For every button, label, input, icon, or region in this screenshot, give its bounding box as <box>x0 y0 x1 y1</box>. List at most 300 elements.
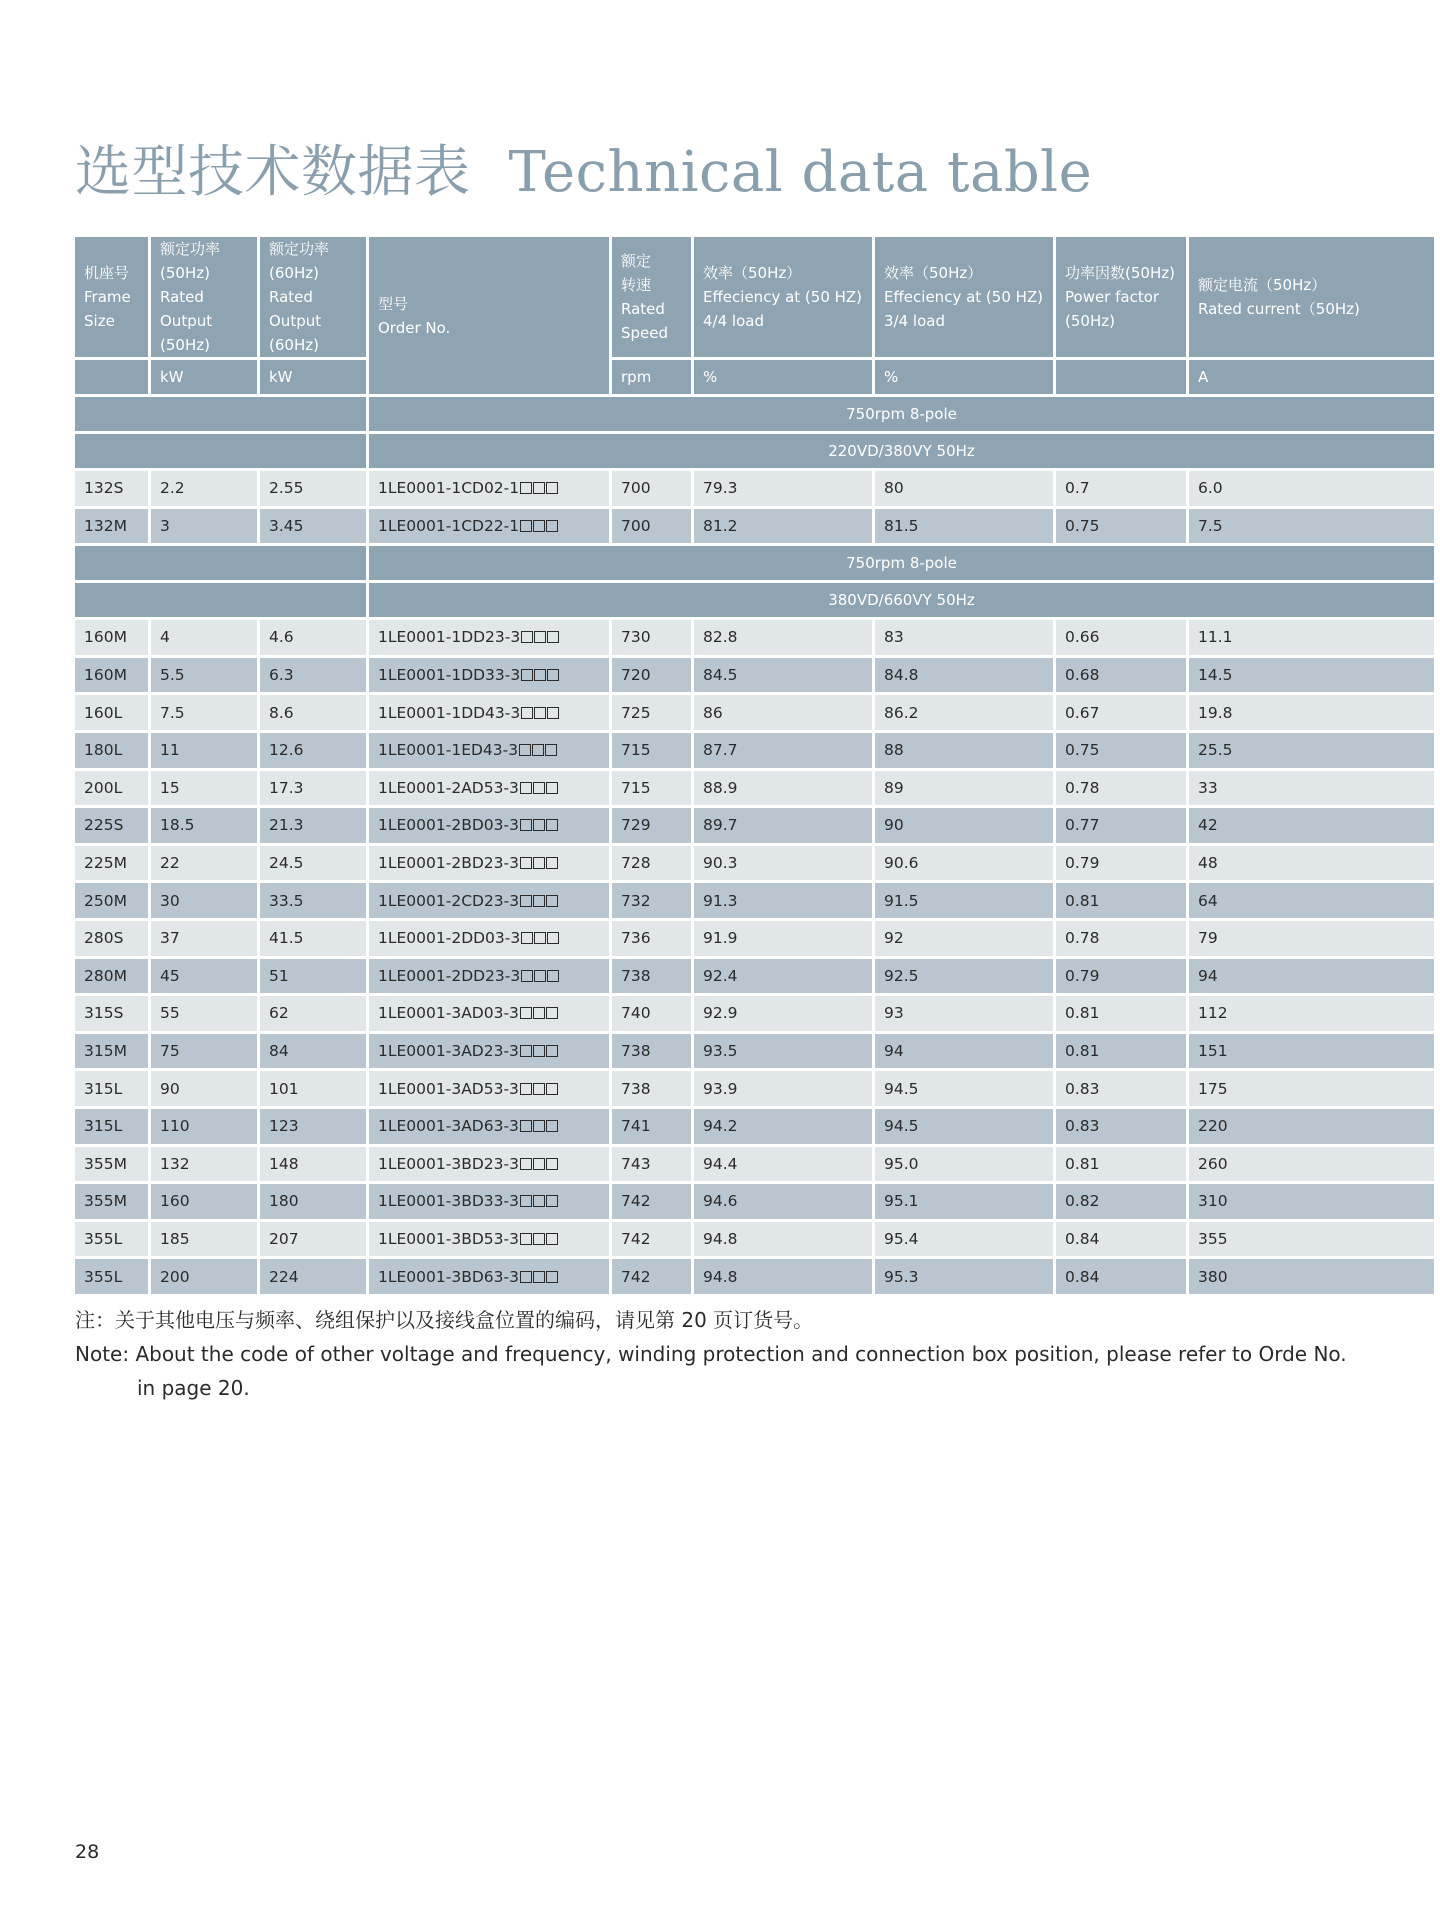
section-voltage-row <box>75 583 1434 617</box>
section-voltage-label: 380VD/660VY 50Hz <box>369 583 1434 617</box>
placeholder-box-icon <box>519 744 531 756</box>
table-row <box>75 1109 1434 1144</box>
cell-rated-speed: 715 <box>612 733 691 768</box>
cell-efficiency-3-4: 95.3 <box>875 1259 1053 1294</box>
placeholder-box-icon <box>520 520 532 532</box>
cell-rated-speed: 742 <box>612 1184 691 1219</box>
footnote-en-line2: in page 20. <box>137 1376 250 1400</box>
cell-power-factor: 0.81 <box>1056 996 1186 1031</box>
section-blank-cell <box>75 583 366 617</box>
cell-order-no <box>369 658 609 693</box>
order-no-text: 1LE0001-3BD33-3 <box>378 1192 519 1211</box>
header-line: (50Hz) <box>1065 312 1115 330</box>
cell-power-factor: 0.68 <box>1056 658 1186 693</box>
cell-efficiency-4-4: 81.2 <box>694 509 872 544</box>
unit-rated-output-50hz: kW <box>151 360 257 394</box>
placeholder-box-icon <box>520 782 532 794</box>
cell-rated-output-50hz: 110 <box>151 1109 257 1144</box>
cell-efficiency-3-4: 93 <box>875 996 1053 1031</box>
placeholder-box-icon <box>546 520 558 532</box>
cell-rated-output-60hz: 180 <box>260 1184 366 1219</box>
order-no-text: 1LE0001-1DD33-3 <box>378 666 521 685</box>
header-line: Rated Output <box>160 288 213 330</box>
order-no-text: 1LE0001-1ED43-3 <box>378 741 519 760</box>
header-order-no <box>369 237 609 394</box>
cell-efficiency-4-4: 92.4 <box>694 959 872 994</box>
placeholder-box-icon <box>532 744 544 756</box>
section-blank-cell <box>75 546 366 580</box>
header-line: Rated <box>621 300 665 318</box>
cell-efficiency-3-4: 92.5 <box>875 959 1053 994</box>
unit-rated-speed: rpm <box>612 360 691 394</box>
header-line: (50Hz) <box>160 264 210 282</box>
cell-frame-size: 160L <box>75 695 148 730</box>
cell-frame-size: 315L <box>75 1109 148 1144</box>
order-no-text: 1LE0001-1CD22-1 <box>378 516 520 535</box>
cell-efficiency-4-4: 90.3 <box>694 846 872 881</box>
cell-frame-size: 280M <box>75 959 148 994</box>
table-row <box>75 620 1434 655</box>
cell-power-factor: 0.66 <box>1056 620 1186 655</box>
cell-frame-size: 225M <box>75 846 148 881</box>
cell-frame-size: 225S <box>75 808 148 843</box>
cell-order-no <box>369 1034 609 1069</box>
cell-power-factor: 0.84 <box>1056 1222 1186 1257</box>
placeholder-box-icon <box>533 1195 545 1207</box>
placeholder-box-icon <box>534 707 546 719</box>
cell-rated-speed: 742 <box>612 1222 691 1257</box>
unit-rated-output-60hz: kW <box>260 360 366 394</box>
cell-order-no <box>369 921 609 956</box>
placeholder-box-icon <box>534 970 546 982</box>
cell-order-no <box>369 883 609 918</box>
cell-rated-current: 112 <box>1189 996 1434 1031</box>
cell-order-no <box>369 1071 609 1106</box>
cell-frame-size: 200L <box>75 771 148 806</box>
placeholder-box-icon <box>547 631 559 643</box>
placeholder-box-icon <box>546 482 558 494</box>
table-row <box>75 509 1434 544</box>
header-rated-speed <box>612 237 691 357</box>
cell-rated-output-50hz: 90 <box>151 1071 257 1106</box>
footnote <box>75 1303 1347 1405</box>
cell-rated-current: 355 <box>1189 1222 1434 1257</box>
cell-efficiency-3-4: 94.5 <box>875 1109 1053 1144</box>
order-no-text: 1LE0001-2CD23-3 <box>378 891 520 910</box>
placeholder-box-icon <box>533 1083 545 1095</box>
order-no-text: 1LE0001-2AD53-3 <box>378 778 519 797</box>
cell-frame-size: 315L <box>75 1071 148 1106</box>
cell-frame-size: 132S <box>75 471 148 506</box>
cell-rated-output-50hz: 37 <box>151 921 257 956</box>
cell-efficiency-4-4: 93.9 <box>694 1071 872 1106</box>
header-line: Effeciency at (50 HZ) <box>884 288 1044 306</box>
placeholder-box-icon <box>546 1233 558 1245</box>
header-line: 额定 <box>621 252 652 270</box>
placeholder-box-icon <box>534 669 546 681</box>
cell-power-factor: 0.78 <box>1056 921 1186 956</box>
cell-rated-output-50hz: 200 <box>151 1259 257 1294</box>
table-row <box>75 1259 1434 1294</box>
section-blank-cell <box>75 397 366 431</box>
order-no-text: 1LE0001-3BD63-3 <box>378 1267 519 1286</box>
cell-rated-speed: 730 <box>612 620 691 655</box>
order-no-text: 1LE0001-2DD03-3 <box>378 929 521 948</box>
header-line: Rated Output <box>269 288 322 330</box>
cell-rated-output-60hz: 123 <box>260 1109 366 1144</box>
page-number: 28 <box>75 1841 100 1863</box>
section-speed-label: 750rpm 8-pole <box>369 546 1434 580</box>
cell-power-factor: 0.79 <box>1056 846 1186 881</box>
header-rated-output-50hz <box>151 237 257 357</box>
cell-rated-current: 19.8 <box>1189 695 1434 730</box>
cell-rated-speed: 738 <box>612 1034 691 1069</box>
cell-rated-output-60hz: 148 <box>260 1147 366 1182</box>
cell-rated-output-60hz: 62 <box>260 996 366 1031</box>
placeholder-box-icon <box>520 895 532 907</box>
cell-frame-size: 315M <box>75 1034 148 1069</box>
cell-rated-current: 175 <box>1189 1071 1434 1106</box>
table-row <box>75 658 1434 693</box>
order-no-text: 1LE0001-2BD23-3 <box>378 854 519 873</box>
cell-rated-current: 7.5 <box>1189 509 1434 544</box>
table-row <box>75 695 1434 730</box>
cell-order-no <box>369 846 609 881</box>
placeholder-box-icon <box>520 1083 532 1095</box>
cell-rated-speed: 729 <box>612 808 691 843</box>
cell-efficiency-4-4: 89.7 <box>694 808 872 843</box>
cell-frame-size: 160M <box>75 658 148 693</box>
cell-power-factor: 0.83 <box>1056 1109 1186 1144</box>
unit-efficiency-3-4: % <box>875 360 1053 394</box>
cell-frame-size: 132M <box>75 509 148 544</box>
order-no-text: 1LE0001-3AD53-3 <box>378 1079 519 1098</box>
header-line: Size <box>84 312 115 330</box>
cell-rated-output-60hz: 207 <box>260 1222 366 1257</box>
cell-rated-output-50hz: 5.5 <box>151 658 257 693</box>
cell-rated-speed: 743 <box>612 1147 691 1182</box>
header-line: (60Hz) <box>269 264 319 282</box>
cell-order-no <box>369 509 609 544</box>
cell-rated-output-60hz: 8.6 <box>260 695 366 730</box>
table-row <box>75 846 1434 881</box>
cell-efficiency-3-4: 91.5 <box>875 883 1053 918</box>
section-voltage-label: 220VD/380VY 50Hz <box>369 434 1434 468</box>
cell-order-no <box>369 471 609 506</box>
cell-power-factor: 0.75 <box>1056 509 1186 544</box>
cell-rated-output-50hz: 185 <box>151 1222 257 1257</box>
cell-efficiency-4-4: 84.5 <box>694 658 872 693</box>
unit-efficiency-4-4: % <box>694 360 872 394</box>
cell-efficiency-3-4: 90 <box>875 808 1053 843</box>
cell-frame-size: 280S <box>75 921 148 956</box>
order-no-text: 1LE0001-3AD03-3 <box>378 1004 519 1023</box>
placeholder-box-icon <box>533 1045 545 1057</box>
table-row <box>75 996 1434 1031</box>
cell-frame-size: 180L <box>75 733 148 768</box>
cell-rated-output-50hz: 45 <box>151 959 257 994</box>
header-line: 转速 <box>621 276 652 294</box>
technical-data-table <box>72 234 1437 1297</box>
page-title-en: Technical data table <box>508 140 1093 205</box>
header-rated-output-60hz <box>260 237 366 357</box>
section-blank-cell <box>75 434 366 468</box>
header-power-factor <box>1056 237 1186 357</box>
placeholder-box-icon <box>547 707 559 719</box>
cell-efficiency-4-4: 94.8 <box>694 1259 872 1294</box>
placeholder-box-icon <box>521 631 533 643</box>
header-frame-size <box>75 237 148 357</box>
placeholder-box-icon <box>546 1120 558 1132</box>
cell-order-no <box>369 695 609 730</box>
cell-efficiency-3-4: 95.0 <box>875 1147 1053 1182</box>
page-title <box>75 128 1092 208</box>
cell-rated-speed: 736 <box>612 921 691 956</box>
cell-efficiency-3-4: 89 <box>875 771 1053 806</box>
cell-rated-output-50hz: 132 <box>151 1147 257 1182</box>
cell-rated-output-60hz: 4.6 <box>260 620 366 655</box>
cell-efficiency-4-4: 79.3 <box>694 471 872 506</box>
cell-frame-size: 355M <box>75 1147 148 1182</box>
placeholder-box-icon <box>533 895 545 907</box>
header-line: Power factor <box>1065 288 1160 306</box>
section-speed-row <box>75 397 1434 431</box>
cell-rated-speed: 738 <box>612 1071 691 1106</box>
order-no-text: 1LE0001-3BD53-3 <box>378 1229 519 1248</box>
placeholder-box-icon <box>520 1007 532 1019</box>
header-line: Speed <box>621 324 669 342</box>
cell-rated-speed: 725 <box>612 695 691 730</box>
cell-efficiency-4-4: 94.2 <box>694 1109 872 1144</box>
section-speed-label: 750rpm 8-pole <box>369 397 1434 431</box>
cell-power-factor: 0.83 <box>1056 1071 1186 1106</box>
cell-rated-current: 94 <box>1189 959 1434 994</box>
cell-order-no <box>369 1222 609 1257</box>
placeholder-box-icon <box>546 1007 558 1019</box>
table-row <box>75 733 1434 768</box>
cell-rated-output-50hz: 75 <box>151 1034 257 1069</box>
cell-power-factor: 0.75 <box>1056 733 1186 768</box>
cell-power-factor: 0.84 <box>1056 1259 1186 1294</box>
cell-efficiency-3-4: 86.2 <box>875 695 1053 730</box>
cell-rated-output-50hz: 4 <box>151 620 257 655</box>
header-line: Order No. <box>378 318 451 337</box>
placeholder-box-icon <box>547 970 559 982</box>
placeholder-box-icon <box>534 932 546 944</box>
placeholder-box-icon <box>521 932 533 944</box>
cell-rated-speed: 728 <box>612 846 691 881</box>
cell-rated-output-60hz: 17.3 <box>260 771 366 806</box>
cell-power-factor: 0.79 <box>1056 959 1186 994</box>
placeholder-box-icon <box>520 1120 532 1132</box>
cell-rated-output-50hz: 30 <box>151 883 257 918</box>
placeholder-box-icon <box>533 819 545 831</box>
placeholder-box-icon <box>533 782 545 794</box>
cell-rated-speed: 742 <box>612 1259 691 1294</box>
cell-rated-output-60hz: 12.6 <box>260 733 366 768</box>
cell-order-no <box>369 733 609 768</box>
placeholder-box-icon <box>520 1233 532 1245</box>
cell-efficiency-3-4: 95.1 <box>875 1184 1053 1219</box>
cell-power-factor: 0.82 <box>1056 1184 1186 1219</box>
cell-efficiency-3-4: 92 <box>875 921 1053 956</box>
header-line: 额定功率 <box>160 240 221 258</box>
table-row <box>75 1222 1434 1257</box>
table-row <box>75 471 1434 506</box>
table-row <box>75 1071 1434 1106</box>
placeholder-box-icon <box>547 932 559 944</box>
cell-power-factor: 0.77 <box>1056 808 1186 843</box>
placeholder-box-icon <box>533 857 545 869</box>
table-row <box>75 959 1434 994</box>
cell-efficiency-4-4: 91.9 <box>694 921 872 956</box>
header-line: Rated current（50Hz) <box>1198 300 1360 318</box>
order-no-text: 1LE0001-1CD02-1 <box>378 479 520 498</box>
cell-power-factor: 0.81 <box>1056 1034 1186 1069</box>
cell-rated-output-50hz: 18.5 <box>151 808 257 843</box>
table-row <box>75 1034 1434 1069</box>
cell-power-factor: 0.78 <box>1056 771 1186 806</box>
cell-rated-speed: 732 <box>612 883 691 918</box>
cell-order-no <box>369 620 609 655</box>
placeholder-box-icon <box>520 1158 532 1170</box>
placeholder-box-icon <box>533 1007 545 1019</box>
header-line: 3/4 load <box>884 312 945 330</box>
placeholder-box-icon <box>520 1195 532 1207</box>
placeholder-box-icon <box>533 482 545 494</box>
cell-rated-output-60hz: 2.55 <box>260 471 366 506</box>
placeholder-box-icon <box>534 631 546 643</box>
table-row <box>75 883 1434 918</box>
section-speed-row <box>75 546 1434 580</box>
placeholder-box-icon <box>520 857 532 869</box>
placeholder-box-icon <box>520 819 532 831</box>
table-body <box>75 397 1434 1294</box>
placeholder-box-icon <box>546 857 558 869</box>
placeholder-box-icon <box>546 1083 558 1095</box>
placeholder-box-icon <box>521 707 533 719</box>
cell-power-factor: 0.67 <box>1056 695 1186 730</box>
cell-rated-output-60hz: 51 <box>260 959 366 994</box>
cell-frame-size: 250M <box>75 883 148 918</box>
cell-rated-output-60hz: 101 <box>260 1071 366 1106</box>
placeholder-box-icon <box>546 1195 558 1207</box>
cell-rated-output-60hz: 41.5 <box>260 921 366 956</box>
cell-rated-current: 380 <box>1189 1259 1434 1294</box>
placeholder-box-icon <box>533 1271 545 1283</box>
cell-frame-size: 355L <box>75 1259 148 1294</box>
order-no-text: 1LE0001-1DD43-3 <box>378 703 521 722</box>
placeholder-box-icon <box>533 1158 545 1170</box>
cell-power-factor: 0.81 <box>1056 883 1186 918</box>
footnote-en-line1: Note: About the code of other voltage and frequency, winding protection and connection box position, please refer to Orde No. <box>75 1342 1347 1366</box>
placeholder-box-icon <box>533 1233 545 1245</box>
cell-rated-speed: 741 <box>612 1109 691 1144</box>
cell-rated-current: 260 <box>1189 1147 1434 1182</box>
unit-rated-current: A <box>1189 360 1434 394</box>
header-line: (60Hz) <box>269 336 319 354</box>
header-line: 效率（50Hz） <box>884 264 983 282</box>
cell-order-no <box>369 1109 609 1144</box>
cell-rated-output-50hz: 22 <box>151 846 257 881</box>
header-line: 效率（50Hz） <box>703 264 802 282</box>
cell-rated-output-50hz: 2.2 <box>151 471 257 506</box>
table-row <box>75 921 1434 956</box>
cell-rated-current: 151 <box>1189 1034 1434 1069</box>
cell-efficiency-4-4: 82.8 <box>694 620 872 655</box>
cell-efficiency-4-4: 87.7 <box>694 733 872 768</box>
placeholder-box-icon <box>520 1045 532 1057</box>
cell-order-no <box>369 959 609 994</box>
header-line: 机座号 <box>84 264 130 282</box>
cell-rated-output-60hz: 33.5 <box>260 883 366 918</box>
cell-order-no <box>369 1259 609 1294</box>
footnote-cn: 注：关于其他电压与频率、绕组保护以及接线盒位置的编码，请见第 20 页订货号。 <box>75 1308 814 1332</box>
cell-rated-current: 11.1 <box>1189 620 1434 655</box>
placeholder-box-icon <box>521 970 533 982</box>
order-no-text: 1LE0001-3BD23-3 <box>378 1154 519 1173</box>
header-line: 型号 <box>378 294 409 313</box>
cell-efficiency-3-4: 94 <box>875 1034 1053 1069</box>
cell-rated-speed: 715 <box>612 771 691 806</box>
page-title-cn: 选型技术数据表 <box>75 140 471 205</box>
cell-rated-current: 79 <box>1189 921 1434 956</box>
cell-efficiency-4-4: 93.5 <box>694 1034 872 1069</box>
order-no-text: 1LE0001-3AD63-3 <box>378 1117 519 1136</box>
cell-rated-speed: 700 <box>612 471 691 506</box>
placeholder-box-icon <box>520 1271 532 1283</box>
cell-rated-current: 14.5 <box>1189 658 1434 693</box>
order-no-text: 1LE0001-1DD23-3 <box>378 628 521 647</box>
order-no-text: 1LE0001-2BD03-3 <box>378 816 519 835</box>
cell-rated-output-50hz: 7.5 <box>151 695 257 730</box>
cell-rated-current: 6.0 <box>1189 471 1434 506</box>
cell-rated-speed: 700 <box>612 509 691 544</box>
header-line: 功率因数(50Hz) <box>1065 264 1175 282</box>
placeholder-box-icon <box>547 669 559 681</box>
cell-efficiency-3-4: 95.4 <box>875 1222 1053 1257</box>
header-line: 额定功率 <box>269 240 330 258</box>
cell-rated-output-60hz: 6.3 <box>260 658 366 693</box>
cell-rated-speed: 720 <box>612 658 691 693</box>
unit-frame-size <box>75 360 148 394</box>
cell-rated-output-60hz: 3.45 <box>260 509 366 544</box>
placeholder-box-icon <box>546 895 558 907</box>
cell-power-factor: 0.81 <box>1056 1147 1186 1182</box>
cell-rated-current: 25.5 <box>1189 733 1434 768</box>
header-line: 4/4 load <box>703 312 764 330</box>
cell-rated-output-50hz: 3 <box>151 509 257 544</box>
cell-rated-output-60hz: 224 <box>260 1259 366 1294</box>
cell-rated-output-50hz: 15 <box>151 771 257 806</box>
cell-rated-current: 42 <box>1189 808 1434 843</box>
placeholder-box-icon <box>521 669 533 681</box>
unit-power-factor <box>1056 360 1186 394</box>
cell-frame-size: 355L <box>75 1222 148 1257</box>
section-voltage-row <box>75 434 1434 468</box>
cell-efficiency-3-4: 80 <box>875 471 1053 506</box>
placeholder-box-icon <box>545 744 557 756</box>
cell-rated-output-60hz: 84 <box>260 1034 366 1069</box>
cell-frame-size: 355M <box>75 1184 148 1219</box>
cell-efficiency-3-4: 83 <box>875 620 1053 655</box>
cell-efficiency-3-4: 84.8 <box>875 658 1053 693</box>
cell-efficiency-3-4: 81.5 <box>875 509 1053 544</box>
order-no-text: 1LE0001-2DD23-3 <box>378 966 521 985</box>
cell-rated-current: 33 <box>1189 771 1434 806</box>
cell-order-no <box>369 1147 609 1182</box>
cell-rated-output-60hz: 24.5 <box>260 846 366 881</box>
